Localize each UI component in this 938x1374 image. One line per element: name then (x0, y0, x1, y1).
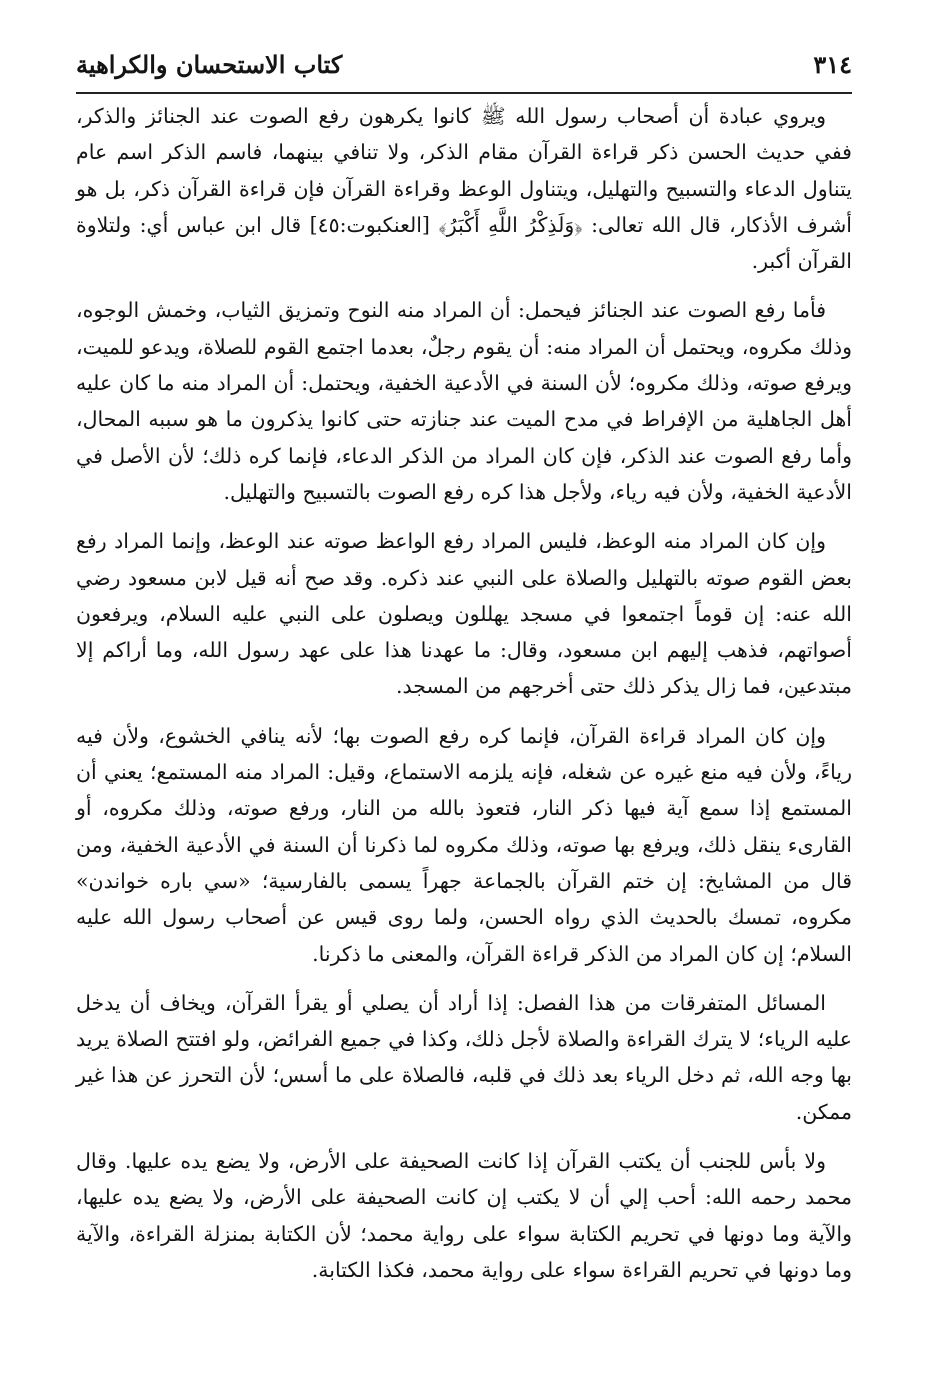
paragraph-3: وإن كان المراد منه الوعظ، فليس المراد رفع الواعظ صوته عند الوعظ، وإنما المراد رفع بعض القوم صوته بالتهليل والصلاة على النبي عند ذكره. وقد صح أنه قيل لابن مسعود رضي الله عنه: إن قوماً اجتمعوا في مسجد يهللون ويصلون على النبي عليه السلام، ويرفعون أصواتهم، فذهب إليهم ابن مسعود، وقال: ما عهدنا هذا على عهد رسول الله، وما أراكم إلا مبتدعين، فما زال يذكر ذلك حتى أخرجهم من المسجد. (76, 529, 852, 699)
header-rule (76, 92, 852, 94)
paragraph-4: وإن كان المراد قراءة القرآن، فإنما كره رفع الصوت بها؛ لأنه ينافي الخشوع، ولأن فيه رياءً، ولأن فيه منع غيره عن شغله، فإنه يلزمه الاستماع، وقيل: المراد منه المستمع؛ يعني أن المستمع إذا سمع آية فيها ذكر النار، فتعوذ بالله من النار، ورفع صوته، وذلك مكروه، أو القارىء ينقل ذلك، ويرفع بها صوته، وذلك مكروه لما ذكرنا أن السنة في الأدعية الخفية، ومن قال من المشايخ: إن ختم القرآن بالجماعة جهراً يسمى بالفارسية؛ «سي باره خواندن» مكروه، تمسك بالحديث الذي رواه الحسن، ولما روى قيس عن أصحاب رسول الله عليه السلام؛ إن كان المراد من الذكر قراءة القرآن، والمعنى ما ذكرنا. (76, 723, 852, 966)
paragraph-1: ويروي عبادة أن أصحاب رسول الله ﷺ كانوا يكرهون رفع الصوت عند الجنائز والذكر، ففي حديث الحسن ذكر قراءة القرآن مقام الذكر، ولا تنافي بينهما، فاسم الذكر اسم عام يتناول الدعاء والتسبيح والتهليل، ويتناول الوعظ وقراءة القرآن فإن قراءة القرآن ذكر، بل هو أشرف الأذكار، قال الله تعالى: ﴿وَلَذِكْرُ اللَّهِ أَكْبَرُ﴾ [العنكبوت:٤٥] قال ابن عباس أي: ولتلاوة القرآن أكبر. (76, 104, 852, 274)
page-number: ٣١٤ (813, 49, 852, 79)
paragraph-5: المسائل المتفرقات من هذا الفصل: إذا أراد أن يصلي أو يقرأ القرآن، ويخاف أن يدخل عليه الرياء؛ لا يترك القراءة والصلاة لأجل ذلك، وكذا في جميع الفرائض، ولو افتتح الصلاة يريد بها وجه الله، ثم دخل الرياء بعد ذلك في قلبه، فالصلاة على ما أسس؛ لأن التحرز عن هذا غير ممكن. (76, 990, 852, 1124)
paragraph-2: فأما رفع الصوت عند الجنائز فيحمل: أن المراد منه النوح وتمزيق الثياب، وخمش الوجوه، وذلك مكروه، ويحتمل أن المراد منه: أن يقوم رجلٌ، بعدما اجتمع القوم للصلاة، ويدعو للميت، ويرفع صوته، وذلك مكروه؛ لأن السنة في الأدعية الخفية، ويحتمل: أن المراد منه ما كان عليه أهل الجاهلية من الإفراط في مدح الميت عند جنازته حتى كانوا يذكرون ما هو سببه المحال، وأما رفع الصوت عند الذكر، فإن كان المراد من الذكر الدعاء، فإنما كره ذلك؛ لأن الأصل في الأدعية الخفية، ولأن فيه رياء، ولأجل هذا كره رفع الصوت بالتسبيح والتهليل. (76, 298, 852, 504)
page-body (76, 98, 852, 1301)
running-header (76, 40, 852, 88)
paragraph-6: ولا بأس للجنب أن يكتب القرآن إذا كانت الصحيفة على الأرض، ولا يضع يده عليها. وقال محمد رحمه الله: أحب إلي أن لا يكتب إن كانت الصحيفة على الأرض، ولا يضع يده عليها، والآية وما دونها في تحريم الكتابة سواء على رواية محمد؛ لأن الكتابة بمنزلة القراءة، والآية وما دونها في تحريم القراءة سواء على رواية محمد، فكذا الكتابة. (76, 1149, 852, 1282)
chapter-title: كتاب الاستحسان والكراهية (76, 49, 343, 79)
